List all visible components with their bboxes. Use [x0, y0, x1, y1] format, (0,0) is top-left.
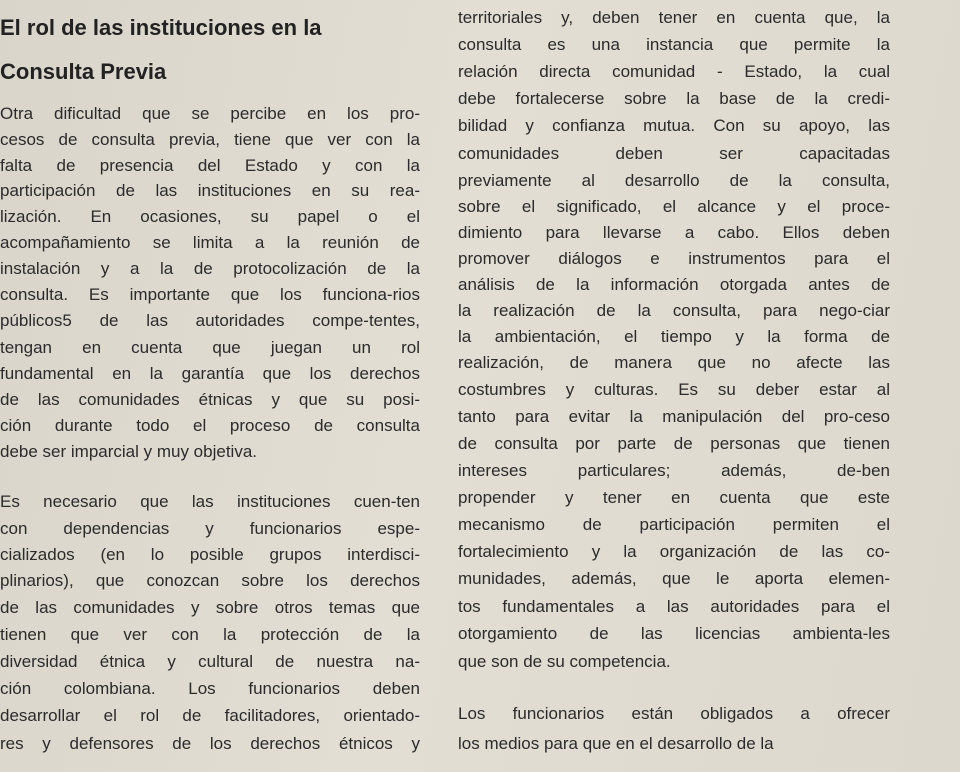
text-line: de consulta por parte de personas que tienen: [458, 434, 890, 453]
text-line: debe fortalecerse sobre la base de la credi-: [458, 89, 890, 108]
text-line: res y defensores de los derechos étnicos y: [0, 734, 420, 753]
text-line: promover diálogos e instrumentos para el: [458, 249, 890, 268]
text-line: instalación y a la de protocolización de la: [0, 259, 420, 278]
section-title-line-2: Consulta Previa: [0, 59, 167, 84]
text-line: sobre el significado, el alcance y el proce-: [458, 197, 890, 216]
text-line: acompañamiento se limita a la reunión de: [0, 233, 420, 252]
text-line: comunidades deben ser capacitadas: [458, 144, 890, 163]
text-line: consulta. Es importante que los funciona-rios: [0, 285, 420, 304]
text-line: territoriales y, deben tener en cuenta que, la: [458, 8, 890, 27]
text-line: Otra dificultad que se percibe en los pro-: [0, 104, 420, 123]
text-line: costumbres y culturas. Es su deber estar al: [458, 380, 890, 399]
text-line: la realización de la consulta, para nego-ciar: [458, 301, 890, 320]
text-line: ción durante todo el proceso de consulta: [0, 416, 420, 435]
text-line: otorgamiento de las licencias ambienta-les: [458, 624, 890, 643]
text-line: que son de su competencia.: [458, 652, 671, 671]
text-line: intereses particulares; además, de-ben: [458, 461, 890, 480]
text-line: públicos5 de las autoridades compe-tentes,: [0, 311, 420, 330]
text-line: diversidad étnica y cultural de nuestra na-: [0, 652, 420, 671]
text-line: desarrollar el rol de facilitadores, orientado-: [0, 706, 420, 725]
text-line: los medios para que en el desarrollo de la: [458, 734, 774, 753]
text-line: previamente al desarrollo de la consulta,: [458, 171, 890, 190]
text-line: falta de presencia del Estado y con la: [0, 156, 420, 175]
text-line: tanto para evitar la manipulación del pro-ceso: [458, 407, 890, 426]
text-line: cializados (en lo posible grupos interdisci-: [0, 545, 420, 564]
text-line: fortalecimiento y la organización de las co-: [458, 542, 890, 561]
text-line: participación de las instituciones en su rea-: [0, 181, 420, 200]
text-line: Es necesario que las instituciones cuen-ten: [0, 492, 420, 511]
text-line: la ambientación, el tiempo y la forma de: [458, 327, 890, 346]
text-line: ción colombiana. Los funcionarios deben: [0, 679, 420, 698]
text-line: lización. En ocasiones, su papel o el: [0, 207, 420, 226]
text-line: dimiento para llevarse a cabo. Ellos deben: [458, 223, 890, 242]
text-line: propender y tener en cuenta que este: [458, 488, 890, 507]
text-line: con dependencias y funcionarios espe-: [0, 519, 420, 538]
text-line: munidades, además, que le aporta elemen-: [458, 569, 890, 588]
text-line: análisis de la información otorgada antes de: [458, 275, 890, 294]
text-line: tengan en cuenta que juegan un rol: [0, 338, 420, 357]
text-line: de las comunidades y sobre otros temas que: [0, 598, 420, 617]
text-line: cesos de consulta previa, tiene que ver con la: [0, 130, 420, 149]
text-line: Los funcionarios están obligados a ofrecer: [458, 704, 890, 723]
text-line: debe ser imparcial y muy objetiva.: [0, 442, 258, 461]
text-line: consulta es una instancia que permite la: [458, 35, 890, 54]
text-line: tienen que ver con la protección de la: [0, 625, 420, 644]
text-line: fundamental en la garantía que los derechos: [0, 364, 420, 383]
text-line: relación directa comunidad - Estado, la cual: [458, 62, 890, 81]
text-line: plinarios), que conozcan sobre los derechos: [0, 571, 420, 590]
text-line: bilidad y confianza mutua. Con su apoyo, las: [458, 116, 890, 135]
text-line: tos fundamentales a las autoridades para el: [458, 597, 890, 616]
section-title-line-1: El rol de las instituciones en la: [0, 15, 322, 40]
text-line: mecanismo de participación permiten el: [458, 515, 890, 534]
text-line: realización, de manera que no afecte las: [458, 353, 890, 372]
text-line: de las comunidades étnicas y que su posi-: [0, 390, 420, 409]
